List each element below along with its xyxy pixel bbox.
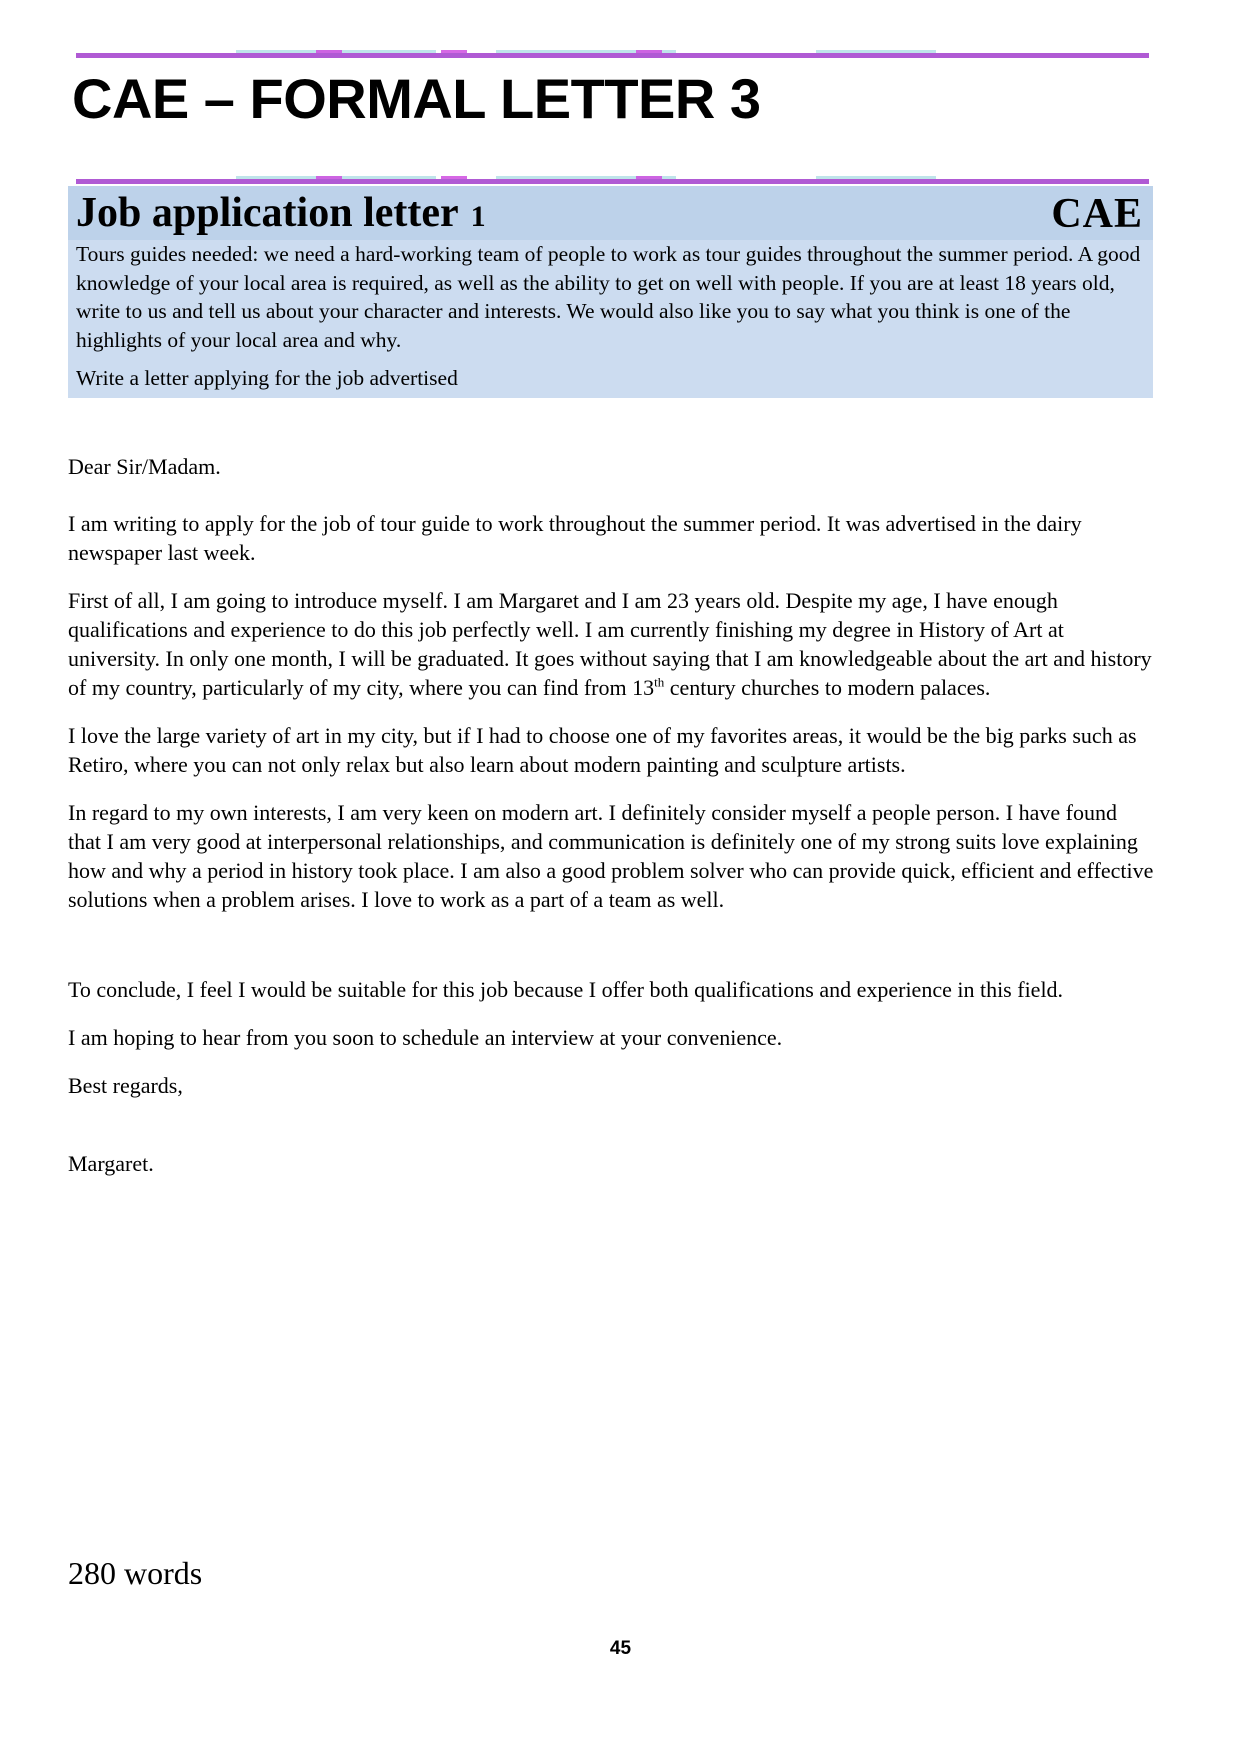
advertisement-heading-number: 1	[470, 200, 486, 233]
advertisement-header	[68, 186, 1153, 240]
cae-logo: CAE	[1051, 191, 1143, 237]
letter-signature: Margaret.	[68, 1151, 154, 1176]
advertisement-heading	[76, 186, 486, 244]
letter-paragraph-4: In regard to my own interests, I am very keen on modern art. I definitely consider myself a people person. I have found that I am very good at interpersonal relationships, and communication is definitely one of my strong suits love explaining how and why a period in history took place. I am also a good problem solver who can provide quick, efficient and effective solutions when a problem arises. I love to work as a part of a team as well.	[68, 800, 1154, 912]
rule-bar-purple	[76, 179, 1149, 184]
letter-paragraph-5: To conclude, I feel I would be suitable for this job because I offer both qualifications and experience in this field.	[68, 977, 1064, 1002]
letter-body	[68, 452, 1155, 1197]
ordinal-suffix: th	[654, 674, 665, 690]
letter-paragraph-3: I love the large variety of art in my city, but if I had to choose one of my favorites areas, it would be the big parks such as Retiro, where you can not only relax but also learn about modern painting and sculpture artists.	[68, 723, 1137, 777]
rule-bar-purple	[76, 53, 1149, 58]
page-title: CAE – FORMAL LETTER 3	[72, 67, 761, 130]
letter-salutation: Dear Sir/Madam.	[68, 454, 221, 479]
letter-paragraph-2	[68, 586, 1155, 702]
letter-closing: Best regards,	[68, 1073, 183, 1098]
header-top-rule	[76, 50, 1149, 60]
paragraph-spacer	[68, 933, 1155, 975]
signature-spacer	[68, 1119, 1155, 1149]
task-instruction: Write a letter applying for the job advertised	[76, 366, 458, 390]
advertisement-box	[68, 186, 1153, 398]
letter-paragraph-1: I am writing to apply for the job of tour guide to work throughout the summer period. It was advertised in the dairy newspaper last week.	[68, 511, 1082, 565]
page-number: 45	[609, 1638, 632, 1659]
letter-paragraph-2-part-a: First of all, I am going to introduce myself. I am Margaret and I am 23 years old. Despite my age, I have enough qualifications and experience to do this job perfectly well. I am currently finishing my degree in History of Art at university. In only one month, I will be graduated. It goes without saying that I am knowledgeable about the art and history of my country, particularly of my city, where you can find from 13	[68, 588, 1152, 700]
word-count: 280 words	[68, 1555, 203, 1591]
letter-paragraph-2-part-b: century churches to modern palaces.	[664, 675, 991, 700]
advertisement-body-text: Tours guides needed: we need a hard-working team of people to work as tour guides throughout the summer period. A good knowledge of your local area is required, as well as the ability to get on well with people. If you are at least 18 years old, write to us and tell us about your character and interests. We would also like you to say what you think is one of the highlights of your local area and why.	[76, 242, 1141, 352]
letter-paragraph-6: I am hoping to hear from you soon to schedule an interview at your convenience.	[68, 1025, 783, 1050]
header-bottom-rule	[76, 176, 1149, 186]
advertisement-heading-text: Job application letter	[76, 190, 459, 236]
